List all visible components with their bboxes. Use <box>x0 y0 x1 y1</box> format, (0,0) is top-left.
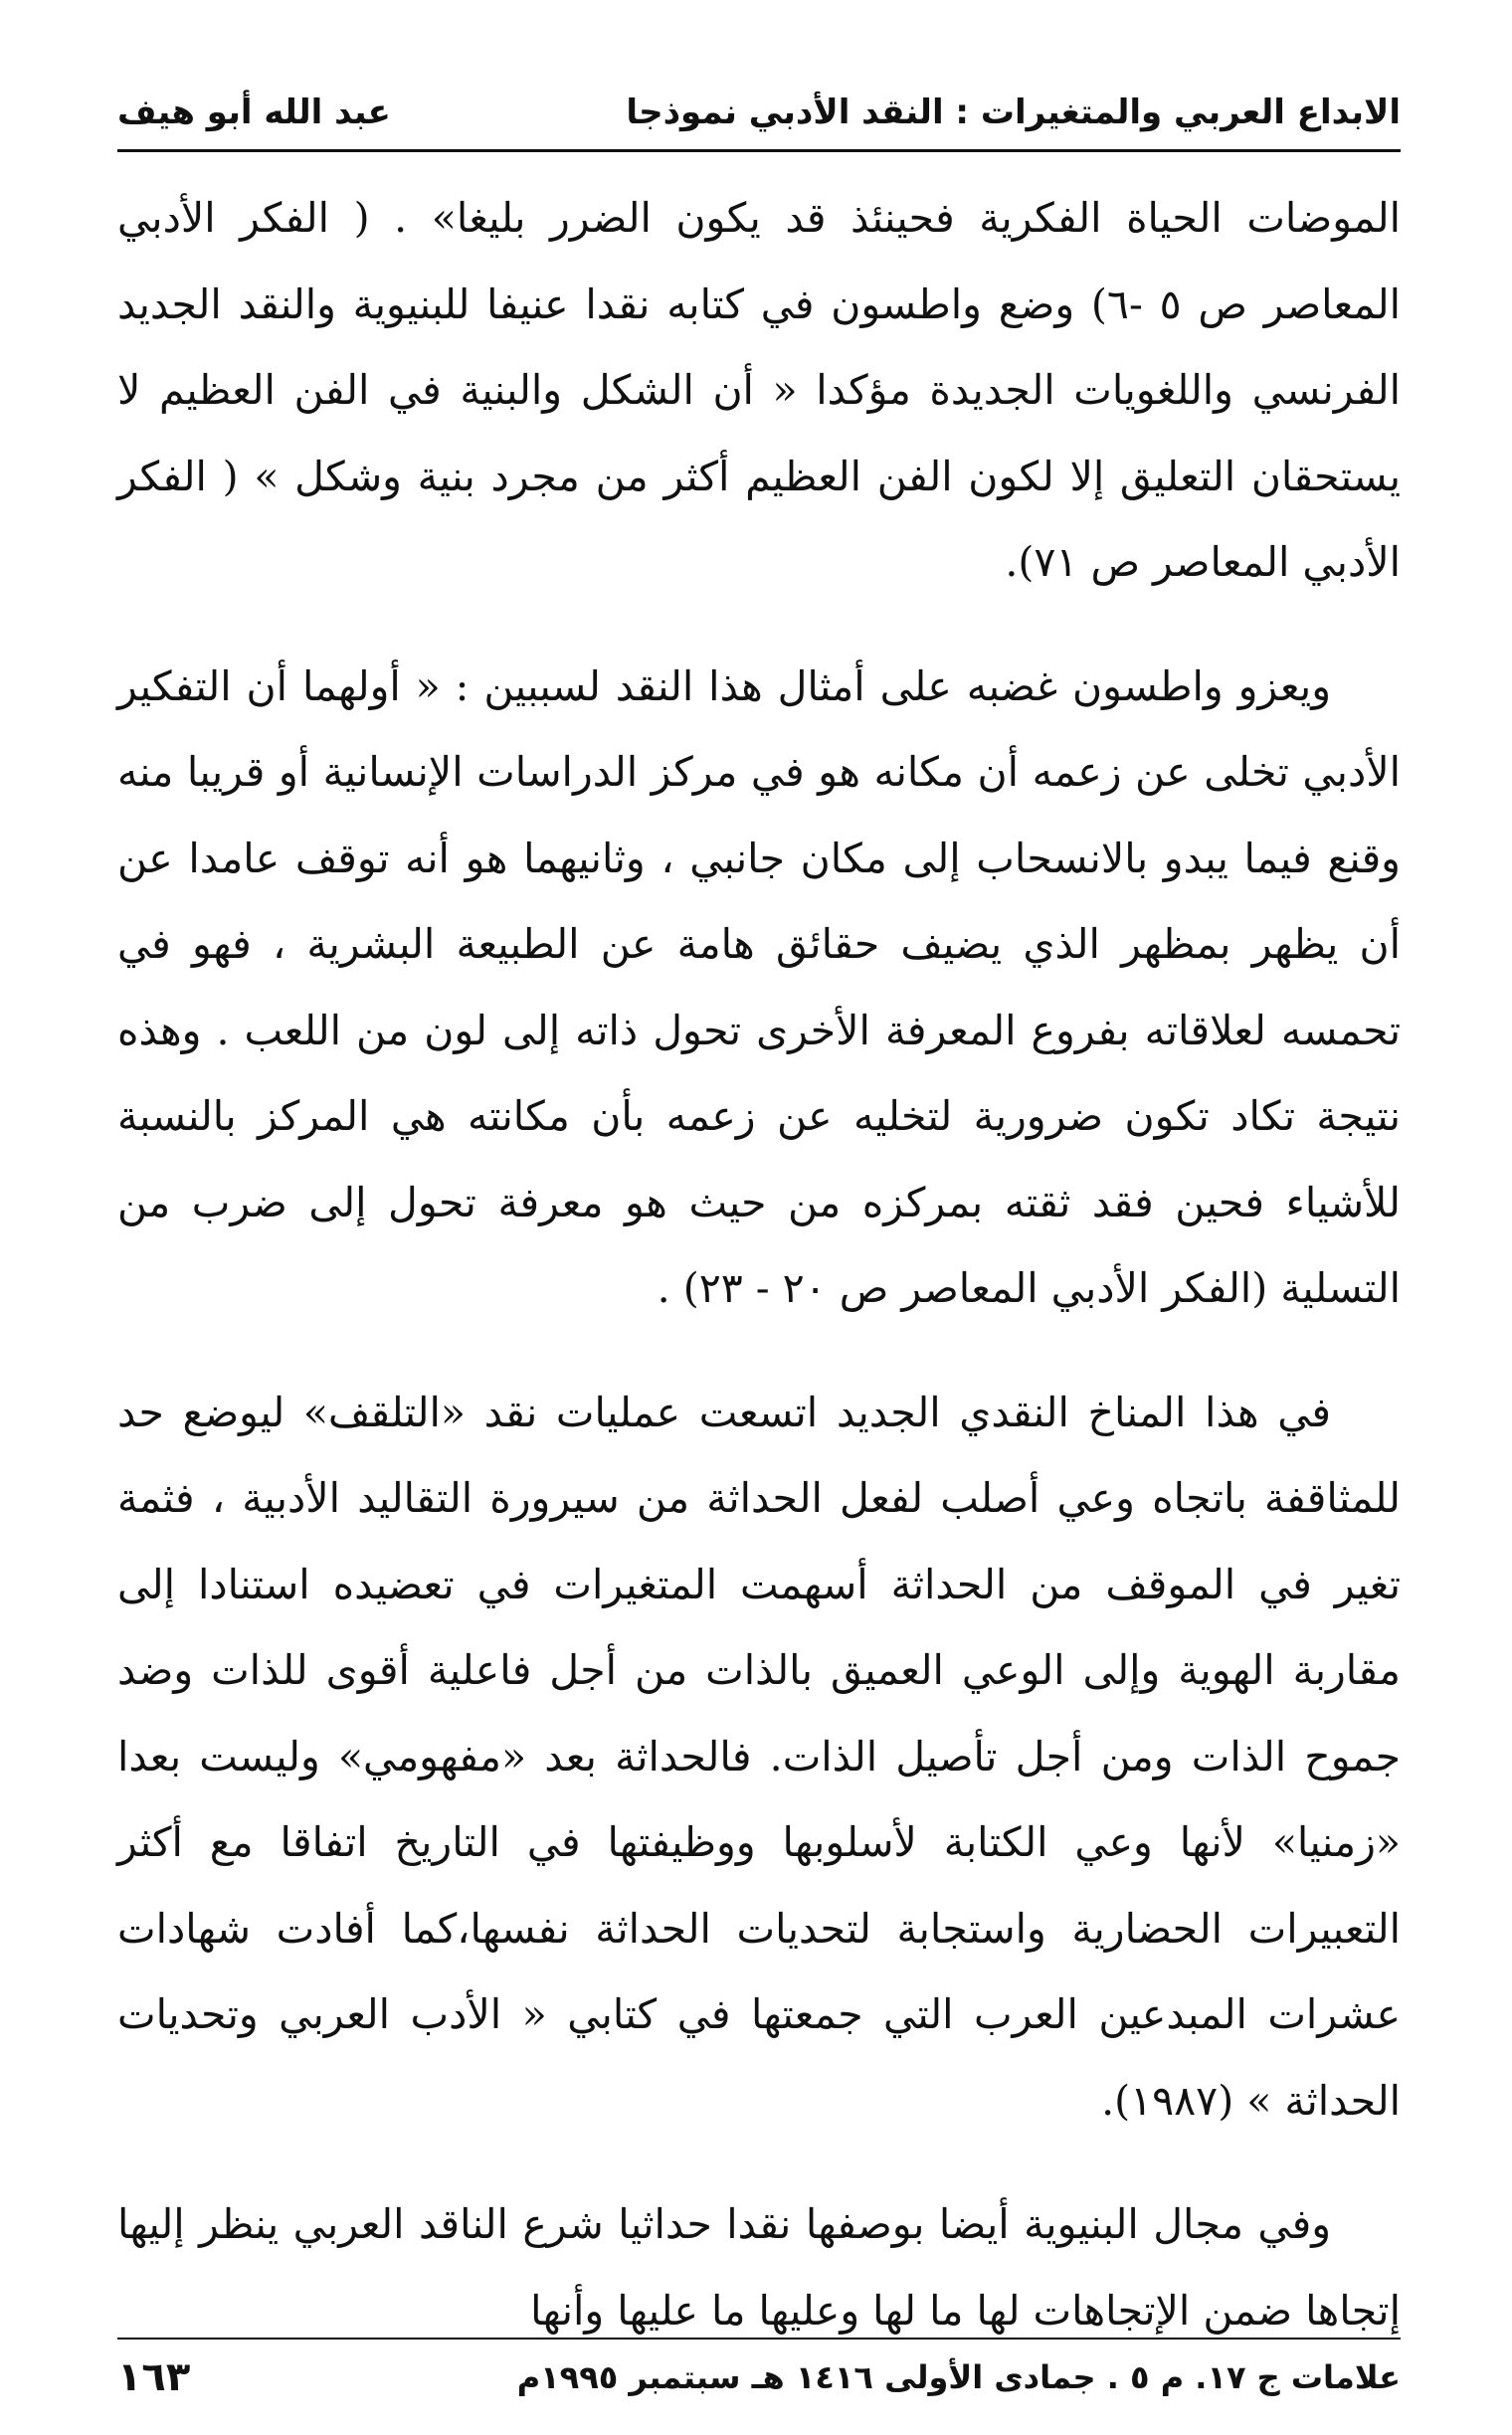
paragraph-1: الموضات الحياة الفكرية فحينئذ قد يكون الضرر بليغا» . ( الفكر الأدبي المعاصر ص ٥ -٦) وضع واطسون في كتابه نقدا عنيفا للبنيوية والنقد الجديد الفرنسي واللغويات الجديدة مؤكدا « أن الشكل والبنية في الفن العظيم لا يستحقان التعليق إلا لكون الفن العظيم أكثر من مجرد بنية وشكل » ( الفكر الأدبي المعاصر ص ٧١). <box>117 194 1401 586</box>
running-header <box>117 78 1401 147</box>
footer-citation: علامات ج ١٧. م ٥ . جمادى الأولى ١٤١٦ هـ سبتمبر ١٩٩٥م <box>516 2358 1401 2396</box>
running-footer <box>117 2347 1401 2407</box>
paragraph-2: ويعزو واطسون غضبه على أمثال هذا النقد لسببين : « أولهما أن التفكير الأدبي تخلى عن زعمه أن مكانه هو في مركز الدراسات الإنسانية أو قريبا منه وقنع فيما يبدو بالانسحاب إلى مكان جانبي ، وثانيهما هو أنه توقف عامدا عن أن يظهر بمظهر الذي يضيف حقائق هامة عن الطبيعة البشرية ، فهو في تحمسه لعلاقاته بفروع المعرفة الأخرى تحول ذاته إلى لون من اللعب . وهذه نتيجة تكاد تكون ضرورية لتخليه عن زعمه بأن مكانته هي المركز بالنسبة للأشياء فحين فقد ثقته بمركزه من حيث هو معرفة تحول إلى ضرب من التسلية (الفكر الأدبي المعاصر ص ٢٠ - ٢٣) . <box>117 661 1401 1312</box>
paragraph-4: وفي مجال البنيوية أيضا بوصفها نقدا حداثيا شرع الناقد العربي ينظر إليها إتجاها ضمن الإتجاهات لها ما لها وعليها ما عليها وأنها <box>117 2200 1401 2335</box>
page-number: ١٦٣ <box>117 2354 191 2400</box>
footer-rule <box>117 2338 1401 2340</box>
paragraph-3: في هذا المناخ النقدي الجديد اتسعت عمليات نقد «التلقف» ليوضع حد للمثاقفة باتجاه وعي أصلب لفعل الحداثة من سيرورة التقاليد الأدبية ، فثمة تغير في الموقف من الحداثة أسهمت المتغيرات في تعضيده استنادا إلى مقاربة الهوية وإلى الوعي العميق بالذات من أجل فاعلية أقوى للذات وضد جموح الذات ومن أجل تأصيل الذات. فالحداثة بعد «مفهومي» وليست بعدا «زمنيا» لأنها وعي الكتابة لأسلوبها ووظيفتها في التاريخ اتفاقا مع أكثر التعبيرات الحضارية واستجابة لتحديات الحداثة نفسها،كما أفادت شهادات عشرات المبدعين العرب التي جمعتها في كتابي « الأدب العربي وتحديات الحداثة » (١٩٨٧). <box>117 1388 1401 2125</box>
header-author: عبد الله أبو هيف <box>117 93 391 132</box>
header-book-title: الابداع العربي والمتغيرات : النقد الأدبي نموذجا <box>626 93 1401 132</box>
body-text <box>117 175 1401 2353</box>
header-rule <box>117 149 1401 152</box>
